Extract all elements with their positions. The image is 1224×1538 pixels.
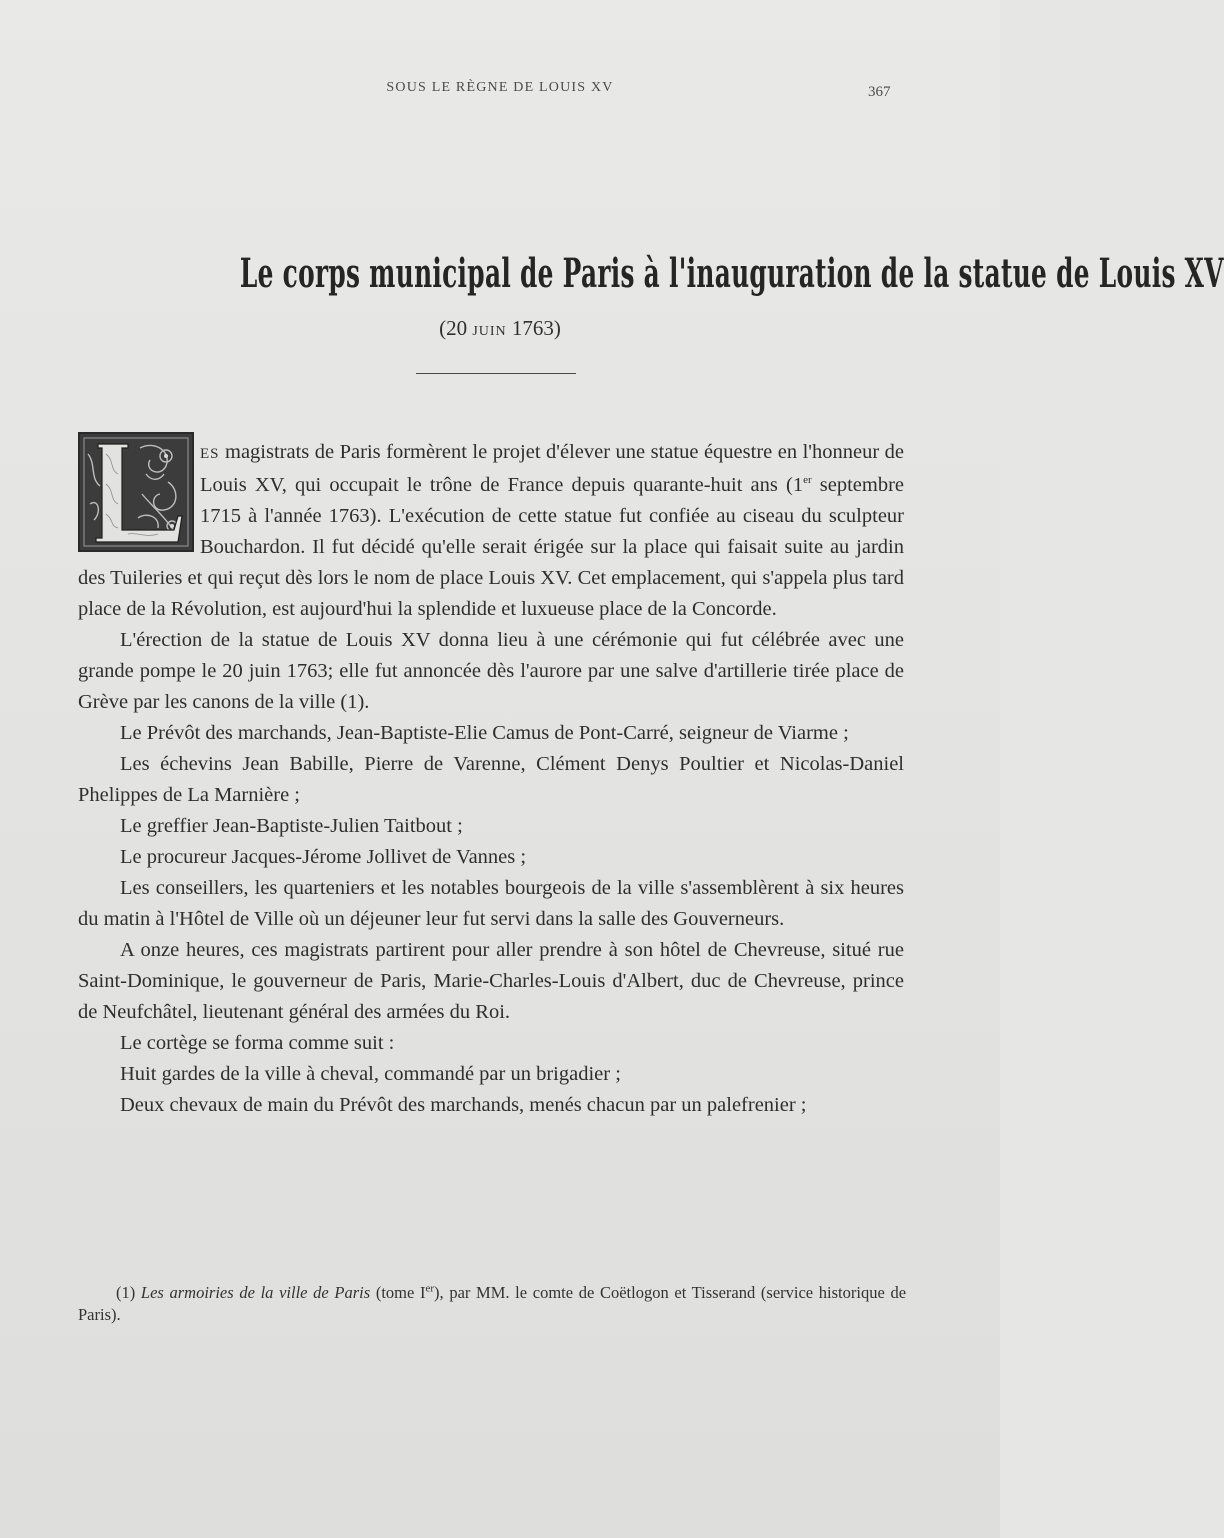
paragraph-4: Les échevins Jean Babille, Pierre de Varenne, Clément Denys Poultier et Nicolas-Daniel Phelippes de La Marnière ; xyxy=(78,753,904,806)
paragraph-1-sup: er xyxy=(803,474,812,487)
footnote-marker: (1) xyxy=(116,1283,136,1302)
date-close: 1763) xyxy=(511,316,561,340)
footnote-title: Les armoiries de la ville de Paris xyxy=(140,1283,371,1302)
body-text xyxy=(78,437,904,1121)
paragraph-9: Le cortège se forma comme suit : xyxy=(120,1032,395,1054)
dropcap-rest: ES xyxy=(200,446,220,462)
title-rule xyxy=(416,373,576,374)
paragraph-6: Le procureur Jacques-Jérome Jollivet de Vannes ; xyxy=(120,846,527,868)
chapter-date xyxy=(0,316,1000,341)
date-open: (20 xyxy=(439,316,468,340)
footnote-sup: er xyxy=(425,1282,435,1295)
page-number: 367 xyxy=(868,84,891,100)
running-head: SOUS LE RÈGNE DE LOUIS XV xyxy=(386,80,614,95)
footnote-text-b: ), par MM. le comte de Coëtlogon et Tisserand (service historique de Paris). xyxy=(78,1283,907,1324)
paragraph-10: Huit gardes de la ville à cheval, commandé par un brigadier ; xyxy=(120,1063,621,1085)
dropcap-space xyxy=(78,437,200,557)
paragraph-1-text-b: septembre 1715 à l'année 1763). L'exécution de cette statue fut confiée au ciseau du sculpteur Bouchardon. Il fut décidé qu'elle serait érigée sur la place qui faisait suite au jardin des Tuileries et qui reçut dès lors le nom de place Louis XV. Cet emplacement, qui s'appela plus tard place de la Révolution, est aujourd'hui la splendide et luxueuse place de la Concorde. xyxy=(78,474,904,620)
paragraph-1 xyxy=(78,437,904,625)
paragraph-11: Deux chevaux de main du Prévôt des marchands, menés chacun par un palefrenier ; xyxy=(120,1094,807,1116)
paragraph-5: Le greffier Jean-Baptiste-Julien Taitbout ; xyxy=(120,815,463,837)
date-month: JUIN xyxy=(472,324,507,339)
chapter-title: Le corps municipal de Paris à l'inauguration de la statue de Louis XV xyxy=(239,250,1224,297)
paragraph-1-text-a: magistrats de Paris formèrent le projet d'élever une statue équestre en l'honneur de Louis XV, qui occupait le trône de France depuis quarante-huit ans (1 xyxy=(200,441,904,496)
footnote xyxy=(78,1282,906,1326)
paragraph-8: A onze heures, ces magistrats partirent pour aller prendre à son hôtel de Chevreuse, situé rue Saint-Dominique, le gouverneur de Paris, Marie-Charles-Louis d'Albert, duc de Chevreuse, prince de Neufchâtel, lieutenant général des armées du Roi. xyxy=(78,939,904,1023)
paragraph-3: Le Prévôt des marchands, Jean-Baptiste-Elie Camus de Pont-Carré, seigneur de Viarme ; xyxy=(120,722,849,744)
paragraph-7: Les conseillers, les quarteniers et les notables bourgeois de la ville s'assemblèrent à six heures du matin à l'Hôtel de Ville où un déjeuner leur fut servi dans la salle des Gouverneurs. xyxy=(78,877,904,930)
paragraph-2: L'érection de la statue de Louis XV donna lieu à une cérémonie qui fut célébrée avec une grande pompe le 20 juin 1763; elle fut annoncée dès l'aurore par une salve d'artillerie tirée place de Grève par les canons de la ville (1). xyxy=(78,629,904,713)
footnote-text-a: (tome I xyxy=(370,1283,426,1302)
